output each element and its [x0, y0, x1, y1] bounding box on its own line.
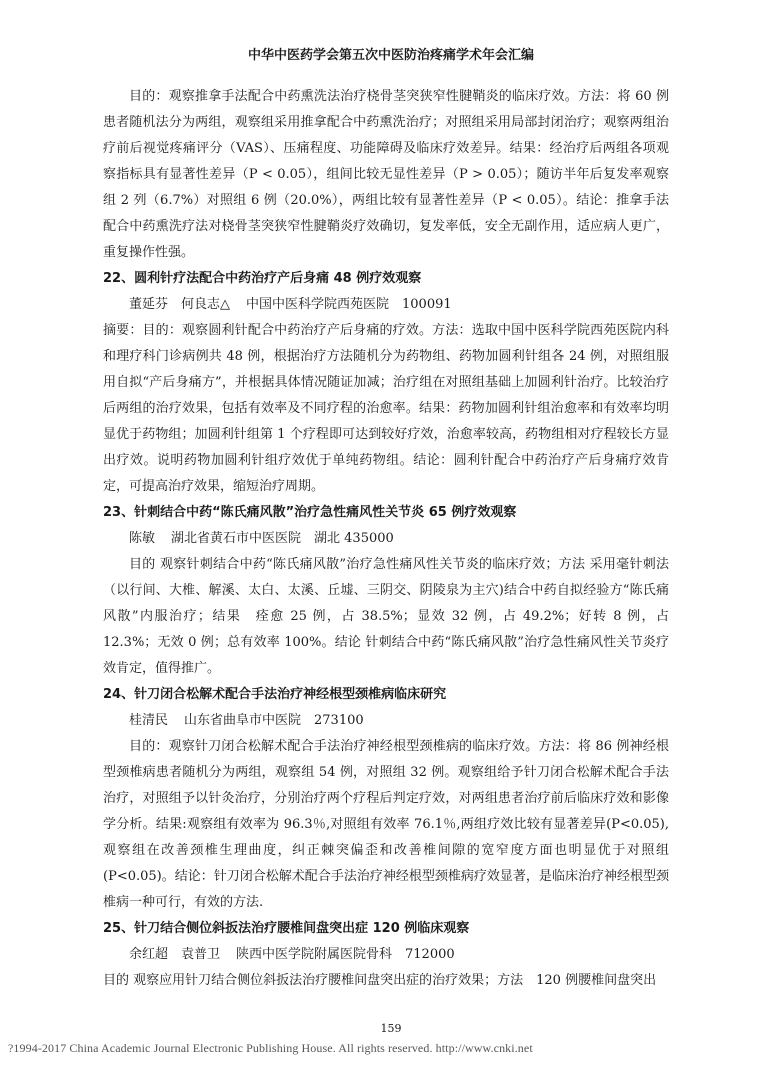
- article-affiliation: 湖北省黄石市中医医院 湖北 435000: [171, 531, 394, 546]
- article-title: 22、圆利针疗法配合中药治疗产后身痛 48 例疗效观察: [103, 271, 422, 286]
- copyright-notice: ?1994-2017 China Academic Journal Electronic Publishing House. All rights reserved. http://www.cnki.net: [8, 1041, 533, 1055]
- page-header: 中华中医药学会第五次中医防治疼痛学术年会汇编: [247, 48, 534, 63]
- article-affiliation: 中国中医科学院西苑医院 100091: [246, 297, 452, 312]
- article-authors: 陈敏: [129, 531, 156, 546]
- article-23: [103, 500, 669, 682]
- article-byline: [103, 292, 669, 318]
- article-byline: [103, 942, 669, 968]
- article-affiliation: 陕西中医学院附属医院骨科 712000: [236, 947, 455, 962]
- article-abstract: 目的 观察针刺结合中药“陈氏痛风散”治疗急性痛风性关节炎的临床疗效；方法 采用毫针刺法（以行间、大椎、解溪、太白、太溪、丘墟、三阴交、阴陵泉为主穴)结合中药自拟经验方“陈氏痛风散”内服治疗；结果 痊愈 25 例，占 38.5%；显效 32 例，占 49.2%；好转 8 例，占 12.3%；无效 0 例；总有效率 100%。结论 针刺结合中药“陈氏痛风散”治疗急性痛风性关节炎疗效肯定，值得推广。: [103, 557, 669, 676]
- article-title: 25、针刀结合侧位斜扳法治疗腰椎间盘突出症 120 例临床观察: [103, 921, 470, 936]
- article-abstract: 目的：观察针刀闭合松解术配合手法治疗神经根型颈椎病的临床疗效。方法：将 86 例神经根型颈椎病患者随机分为两组，观察组 54 例，对照组 32 例。观察组给予针刀闭合松解术配合手法治疗，对照组予以针灸治疗，分别治疗两个疗程后判定疗效，对两组患者治疗前后临床疗效和影像学分析。结果:观察组有效率为 96.3％,对照组有效率 76.1％,两组疗效比较有显著差异(P<0.05),观察组在改善颈椎生理曲度，纠正棘突偏歪和改善椎间隙的宽窄度方面也明显优于对照组(P<0.05)。结论：针刀闭合松解术配合手法治疗神经根型颈椎病疗效显著，是临床治疗神经根型颈椎病一种可行，有效的方法.: [103, 739, 669, 910]
- article-24: [103, 682, 669, 916]
- document-body: [103, 84, 669, 994]
- article-abstract: 摘要：目的：观察圆利针配合中药治疗产后身痛的疗效。方法：选取中国中医科学院西苑医院内科和理疗科门诊病例共 48 例，根据治疗方法随机分为药物组、药物加圆利针组各 24 例，对照组服用自拟“产后身痛方”，并根据具体情况随证加减；治疗组在对照组基础上加圆利针治疗。比较治疗后两组的治疗效果，包括有效率及不同疗程的治愈率。结果：药物加圆利针组治愈率和有效率均明显优于药物组；加圆利针组第 1 个疗程即可达到较好疗效，治愈率较高，药物组相对疗程较长方显出疗效。说明药物加圆利针组疗效优于单纯药物组。结论：圆利针配合中药治疗产后身痛疗效肯定，可提高治疗效果，缩短治疗周期。: [103, 323, 669, 494]
- article-authors: 桂清民: [129, 713, 169, 728]
- prev-article-text: 目的：观察推拿手法配合中药熏洗法治疗桡骨茎突狭窄性腱鞘炎的临床疗效。方法：将 60 例患者随机法分为两组，观察组采用推拿配合中药熏洗治疗；对照组采用局部封闭治疗；观察两组治疗前后视觉疼痛评分（VAS）、压痛程度、功能障碍及临床疗效差异。结果：经治疗后两组各项观察指标具有显著性差异（P < 0.05），组间比较无显性差异（P > 0.05）；随访半年后复发率观察组 2 列（6.7%）对照组 6 例（20.0%），两组比较有显著性差异（P < 0.05）。结论：推拿手法配合中药熏洗疗法对桡骨茎突狭窄性腱鞘炎疗效确切，复发率低，安全无副作用，适应病人更广，重复操作性强。: [103, 89, 669, 260]
- article-byline: [103, 526, 669, 552]
- article-affiliation: 山东省曲阜市中医院 273100: [184, 713, 364, 728]
- article-25: [103, 916, 669, 994]
- article-title: 24、针刀闭合松解术配合手法治疗神经根型颈椎病临床研究: [103, 687, 447, 702]
- article-byline: [103, 708, 669, 734]
- article-authors: 董延芬 何良志△: [129, 297, 230, 312]
- page-number: 159: [380, 1022, 402, 1035]
- article-22: [103, 266, 669, 500]
- article-authors: 余红超 袁普卫: [129, 947, 221, 962]
- article-title: 23、针刺结合中药“陈氏痛风散”治疗急性痛风性关节炎 65 例疗效观察: [103, 505, 517, 520]
- article-abstract: 目的 观察应用针刀结合侧位斜扳法治疗腰椎间盘突出症的治疗效果；方法 120 例腰椎间盘突出: [103, 973, 657, 988]
